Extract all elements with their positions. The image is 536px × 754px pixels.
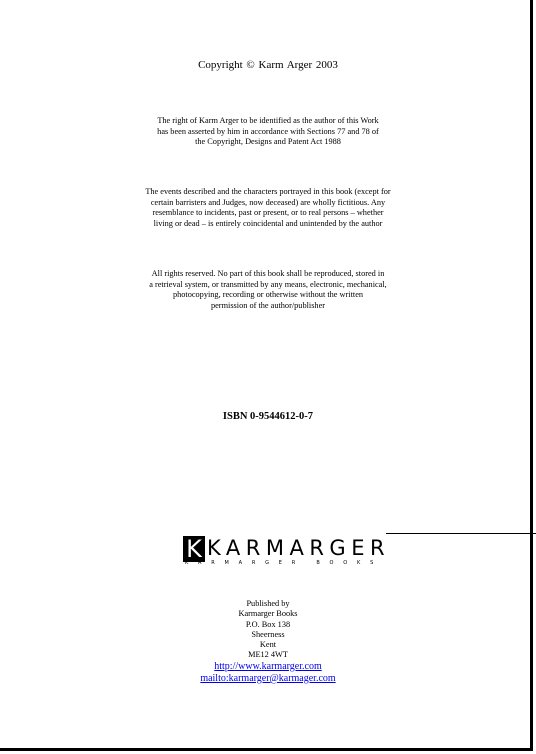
logo-wordmark: KARMARGER <box>207 536 391 560</box>
all-rights-line: permission of the author/publisher <box>210 300 326 310</box>
fiction-disclaimer-paragraph <box>0 187 536 229</box>
fiction-disclaimer-line: living or dead – is entirely coincidental and unintended by the author <box>153 218 383 228</box>
all-rights-line: a retrieval system, or transmitted by any means, electronic, mechanical, <box>149 279 387 289</box>
fiction-disclaimer-line: The events described and the characters portrayed in this book (except for <box>145 187 391 196</box>
publisher-line: Sheerness <box>251 629 285 639</box>
all-rights-line: All rights reserved. No part of this book shall be reproduced, stored in <box>151 269 385 278</box>
publisher-line: Karmarger Books <box>238 609 298 619</box>
copyright-line: Copyright © Karm Arger 2003 <box>198 59 338 71</box>
rights-assertion-paragraph <box>0 116 536 148</box>
logo-k-mark-icon: K <box>183 536 205 562</box>
logo-subtitle: KARMARGER BOOKS <box>185 560 384 566</box>
karmarger-books-logo <box>183 533 391 567</box>
rights-assertion-line: The right of Karm Arger to be identified as the author of this Work <box>157 116 379 125</box>
publisher-line: P.O. Box 138 <box>245 619 291 629</box>
logo-rule <box>386 533 536 534</box>
fiction-disclaimer-line: resemblance to incidents, past or present, or to real persons – whether <box>152 208 384 218</box>
publisher-line: Kent <box>259 640 277 650</box>
all-rights-paragraph <box>0 269 536 311</box>
publisher-info <box>0 599 536 685</box>
fiction-disclaimer-line: certain barristers and Judges, now deceased) are wholly fictitious. Any <box>150 197 386 207</box>
publisher-line: ME12 4WT <box>248 650 288 660</box>
isbn: ISBN 0-9544612-0-7 <box>222 411 314 422</box>
all-rights-line: photocopying, recording or otherwise without the written <box>172 290 364 300</box>
rights-assertion-line: has been asserted by him in accordance with Sections 77 and 78 of <box>157 126 379 136</box>
website-link[interactable]: http://www.karmarger.com <box>214 660 322 672</box>
email-link[interactable]: mailto:karmarger@karmager.com <box>200 672 336 684</box>
rights-assertion-line: the Copyright, Designs and Patent Act 1988 <box>195 137 341 147</box>
publisher-line: Published by <box>246 599 290 608</box>
